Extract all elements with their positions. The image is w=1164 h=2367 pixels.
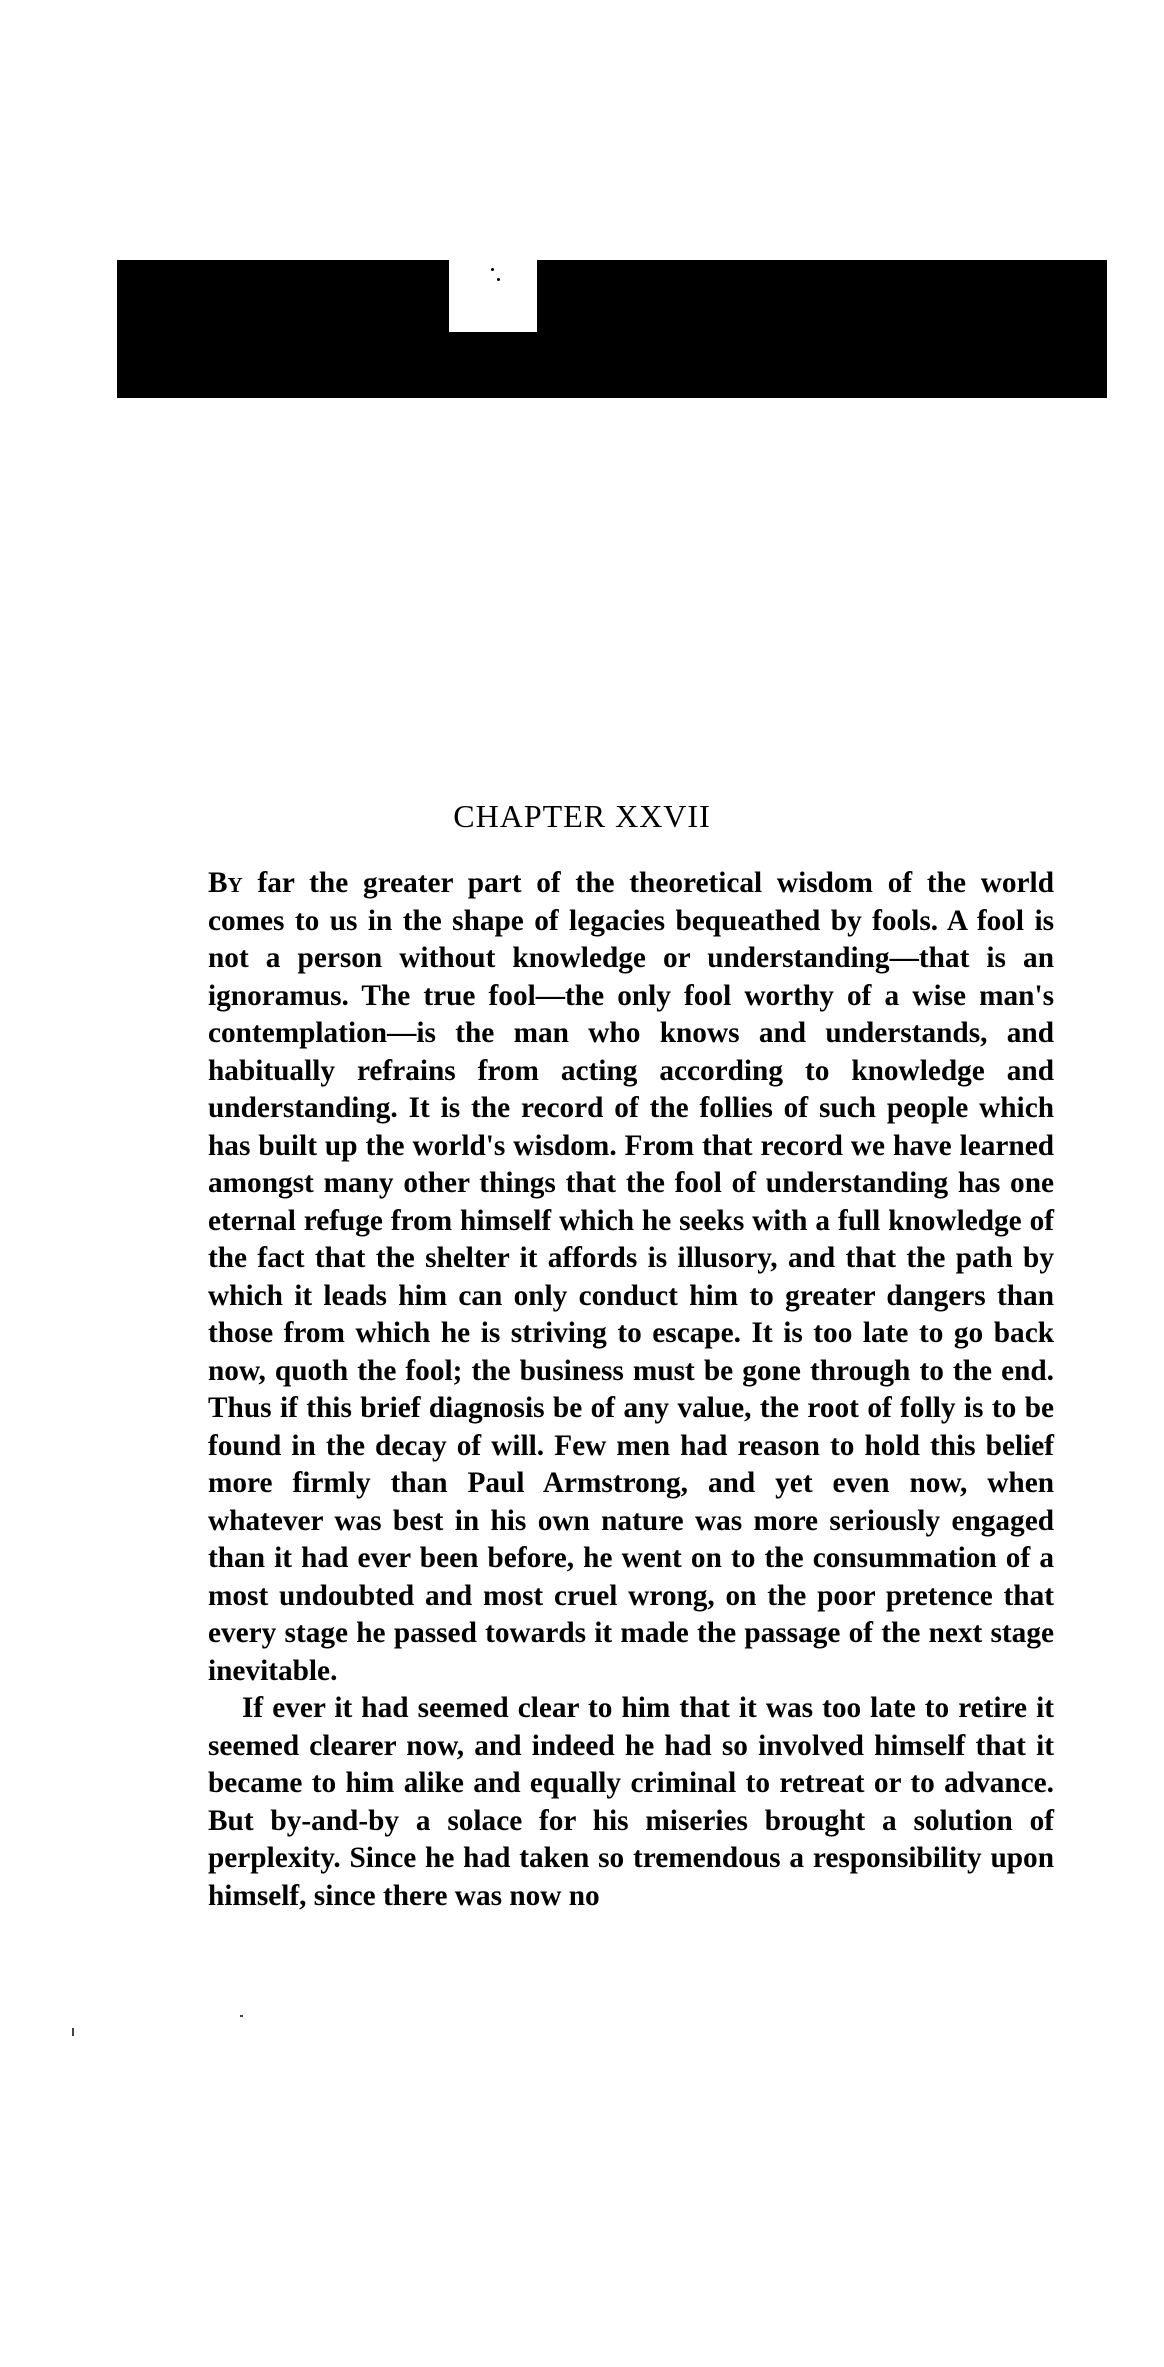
paragraph-1 bbox=[208, 865, 1054, 1690]
scan-speck bbox=[240, 2015, 243, 2017]
paragraph-lead-word: By bbox=[208, 867, 243, 899]
scan-speck bbox=[497, 278, 500, 281]
paragraph-text: far the greater part of the theoretical wisdom of the world comes to us in the shape of legacies bequeathed by fools. A fool is not a person without knowledge or understanding—that is an ignoramus. The true fool—the only fool worthy of a wise man's contemplation—is the man who knows and understands, and habitually refrains from acting according to knowledge and understanding. It is the record of the follies of such people which has built up the world's wisdom. From that record we have learned amongst many other things that the fool of understanding has one eternal refuge from himself which he seeks with a full knowledge of the fact that the shelter it affords is illusory, and that the path by which it leads him can only conduct him to greater dangers than those from which he is striving to escape. It is too late to go back now, quoth the fool; the business must be gone through to the end. Thus if this brief diagnosis be of any value, the root of folly is to be found in the decay of will. Few men had reason to hold this belief more firmly than Paul Armstrong, and yet even now, when whatever was best in his own nature was more seriously engaged than it had ever been before, he went on to the consummation of a most undoubted and most cruel wrong, on the poor pretence that every stage he passed towards it made the passage of the next stage inevitable. bbox=[208, 867, 1054, 1687]
paragraph-2: If ever it had seemed clear to him that it was too late to retire it seemed clearer now, and indeed he had so involved himself that it became to him alike and equally criminal to retreat or to advance. But by-and-by a solace for his miseries brought a solution of perplexity. Since he had taken so tremendous a responsibility upon himself, since there was now no bbox=[208, 1692, 1054, 1912]
scan-speck bbox=[72, 2028, 74, 2036]
scan-speck bbox=[491, 268, 494, 271]
scan-artifact-bar bbox=[117, 260, 1107, 398]
scan-artifact-notch bbox=[449, 260, 537, 332]
chapter-body bbox=[208, 865, 1054, 1915]
chapter-title: CHAPTER XXVII bbox=[453, 798, 711, 834]
